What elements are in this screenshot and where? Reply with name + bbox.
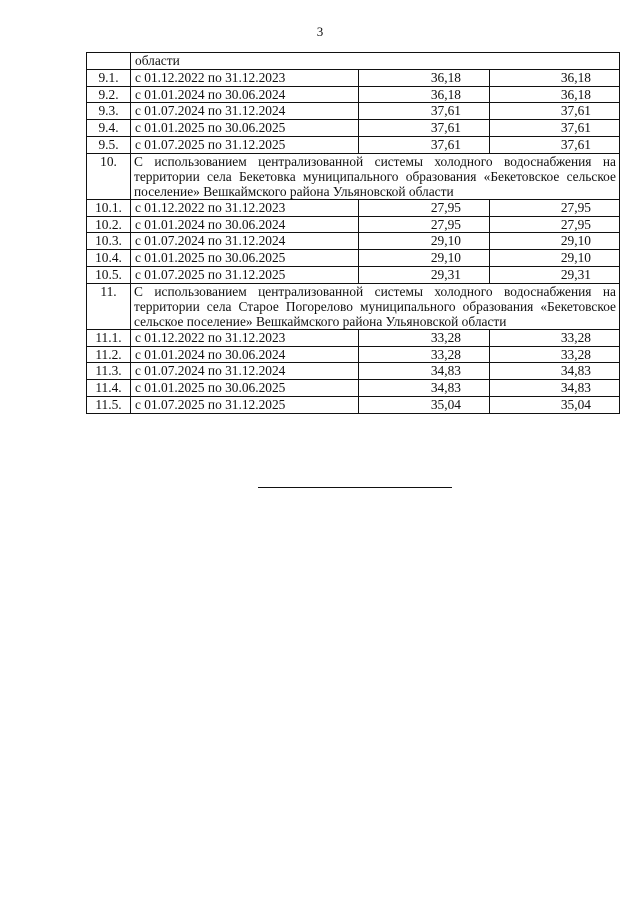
tariff-row xyxy=(87,216,620,233)
tariff-value-2: 37,61 xyxy=(490,103,620,120)
continuation-row xyxy=(87,53,620,70)
tariff-value-1: 33,28 xyxy=(359,346,490,363)
tariff-value-2: 35,04 xyxy=(490,396,620,413)
tariff-value-2: 37,61 xyxy=(490,120,620,137)
item-number: 9.5. xyxy=(87,136,131,153)
period-cell: с 01.07.2025 по 31.12.2025 xyxy=(131,266,359,283)
tariff-value-1: 29,10 xyxy=(359,233,490,250)
tariff-value-1: 37,61 xyxy=(359,103,490,120)
item-number: 10.3. xyxy=(87,233,131,250)
section-description: С использованием централизованной системы холодного водоснабжения на территории села Старое Погорелово муниципального образования «Бекетовское сельское поселение» Вешкаймского района Ульяновской области xyxy=(131,283,620,329)
end-of-table-rule xyxy=(258,487,452,488)
item-number: 11.5. xyxy=(87,396,131,413)
tariff-value-1: 36,18 xyxy=(359,69,490,86)
tariff-value-2: 34,83 xyxy=(490,380,620,397)
section-number: 11. xyxy=(87,283,131,329)
item-number: 11.4. xyxy=(87,380,131,397)
tariff-value-2: 27,95 xyxy=(490,216,620,233)
period-cell: с 01.07.2024 по 31.12.2024 xyxy=(131,233,359,250)
tariff-value-1: 27,95 xyxy=(359,216,490,233)
period-cell: с 01.01.2024 по 30.06.2024 xyxy=(131,216,359,233)
period-cell: с 01.01.2024 по 30.06.2024 xyxy=(131,86,359,103)
tariff-value-1: 37,61 xyxy=(359,136,490,153)
tariff-row xyxy=(87,136,620,153)
tariff-row xyxy=(87,266,620,283)
tariff-value-2: 29,10 xyxy=(490,233,620,250)
item-number: 9.1. xyxy=(87,69,131,86)
tariff-row xyxy=(87,199,620,216)
section-header-row xyxy=(87,153,620,199)
tariff-row xyxy=(87,396,620,413)
item-number: 11.2. xyxy=(87,346,131,363)
item-number: 9.3. xyxy=(87,103,131,120)
item-number: 11.3. xyxy=(87,363,131,380)
tariff-value-1: 35,04 xyxy=(359,396,490,413)
tariff-value-1: 29,10 xyxy=(359,250,490,267)
tariff-value-2: 27,95 xyxy=(490,199,620,216)
period-cell: с 01.01.2025 по 30.06.2025 xyxy=(131,250,359,267)
period-cell: с 01.12.2022 по 31.12.2023 xyxy=(131,69,359,86)
row-number-cell xyxy=(87,53,131,70)
tariff-row xyxy=(87,120,620,137)
tariff-table xyxy=(86,52,620,414)
period-cell: с 01.07.2024 по 31.12.2024 xyxy=(131,103,359,120)
section-description: С использованием централизованной системы холодного водоснабжения на территории села Бекетовка муниципального образования «Бекетовское сельское поселение» Вешкаймского района Ульяновской области xyxy=(131,153,620,199)
section-header-row xyxy=(87,283,620,329)
tariff-row xyxy=(87,329,620,346)
tariff-row xyxy=(87,380,620,397)
item-number: 10.1. xyxy=(87,199,131,216)
tariff-row xyxy=(87,233,620,250)
item-number: 10.4. xyxy=(87,250,131,267)
tariff-value-2: 29,10 xyxy=(490,250,620,267)
tariff-value-2: 36,18 xyxy=(490,69,620,86)
period-cell: с 01.01.2025 по 30.06.2025 xyxy=(131,380,359,397)
tariff-value-2: 36,18 xyxy=(490,86,620,103)
tariff-value-1: 34,83 xyxy=(359,380,490,397)
item-number: 11.1. xyxy=(87,329,131,346)
period-cell: с 01.12.2022 по 31.12.2023 xyxy=(131,199,359,216)
item-number: 10.2. xyxy=(87,216,131,233)
continuation-text: области xyxy=(131,53,620,70)
tariff-row xyxy=(87,363,620,380)
tariff-row xyxy=(87,250,620,267)
item-number: 9.4. xyxy=(87,120,131,137)
tariff-value-1: 37,61 xyxy=(359,120,490,137)
tariff-value-2: 29,31 xyxy=(490,266,620,283)
period-cell: с 01.07.2025 по 31.12.2025 xyxy=(131,136,359,153)
period-cell: с 01.07.2025 по 31.12.2025 xyxy=(131,396,359,413)
tariff-value-1: 36,18 xyxy=(359,86,490,103)
tariff-row xyxy=(87,103,620,120)
period-cell: с 01.01.2024 по 30.06.2024 xyxy=(131,346,359,363)
item-number: 9.2. xyxy=(87,86,131,103)
tariff-value-1: 27,95 xyxy=(359,199,490,216)
tariff-row xyxy=(87,86,620,103)
tariff-value-1: 33,28 xyxy=(359,329,490,346)
tariff-value-2: 33,28 xyxy=(490,346,620,363)
period-cell: с 01.07.2024 по 31.12.2024 xyxy=(131,363,359,380)
period-cell: с 01.01.2025 по 30.06.2025 xyxy=(131,120,359,137)
section-number: 10. xyxy=(87,153,131,199)
period-cell: с 01.12.2022 по 31.12.2023 xyxy=(131,329,359,346)
tariff-table-body xyxy=(87,53,620,414)
tariff-value-2: 34,83 xyxy=(490,363,620,380)
tariff-value-2: 37,61 xyxy=(490,136,620,153)
item-number: 10.5. xyxy=(87,266,131,283)
tariff-row xyxy=(87,69,620,86)
page-number: 3 xyxy=(316,24,324,39)
tariff-value-2: 33,28 xyxy=(490,329,620,346)
tariff-value-1: 29,31 xyxy=(359,266,490,283)
tariff-row xyxy=(87,346,620,363)
tariff-value-1: 34,83 xyxy=(359,363,490,380)
